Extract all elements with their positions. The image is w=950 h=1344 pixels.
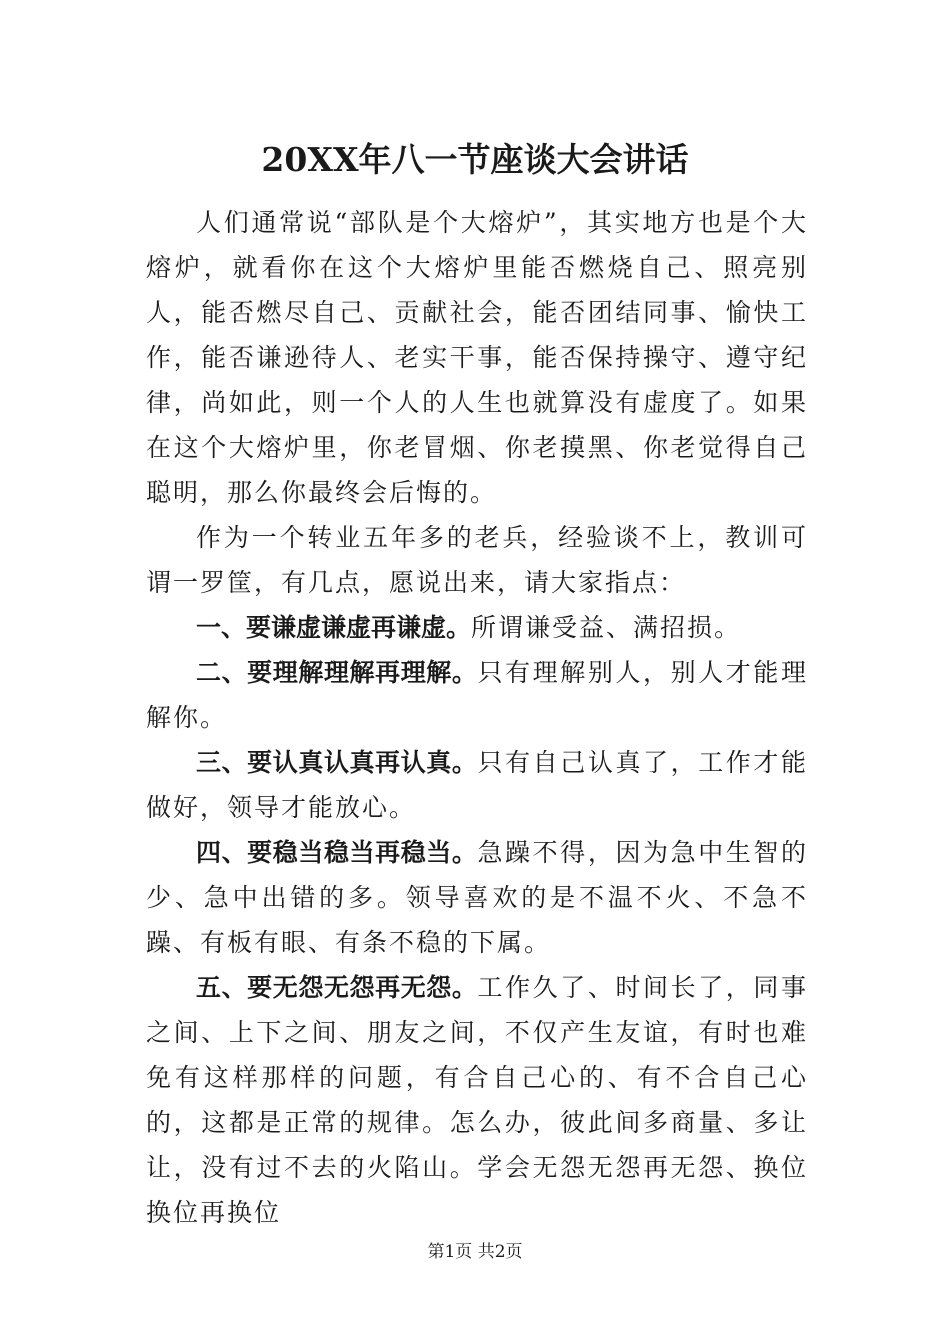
- paragraph-2: [146, 515, 808, 605]
- document-title: 20XX年八一节座谈大会讲话: [261, 140, 689, 179]
- paragraph-text: 所谓谦受益、满招损。: [471, 613, 742, 642]
- paragraph-point-4: [146, 830, 808, 965]
- point-heading: 五、要无怨无怨再无怨。: [196, 973, 478, 1002]
- paragraph-point-5: [146, 965, 808, 1235]
- point-heading: 四、要稳当稳当再稳当。: [196, 838, 478, 867]
- paragraph-text: 人们通常说“部队是个大熔炉”，其实地方也是个大熔炉，就看你在这个大熔炉里能否燃烧自己、照亮别人，能否燃尽自己、贡献社会，能否团结同事、愉快工作，能否谦逊待人、老实干事，能否保持操守、遵守纪律，尚如此，则一个人的人生也就算没有虚度了。如果在这个大熔炉里，你老冒烟、你老摸黑、你老觉得自己聪明，那么你最终会后悔的。: [146, 208, 808, 507]
- paragraph-point-1: [146, 605, 808, 650]
- paragraph-text: 工作久了、时间长了，同事之间、上下之间、朋友之间，不仅产生友谊，有时也难免有这样那样的问题，有合自己心的、有不合自己心的，这都是正常的规律。怎么办，彼此间多商量、多让让，没有过不去的火陷山。学会无怨无怨再无怨、换位换位再换位: [146, 973, 808, 1227]
- paragraph-1: [146, 200, 808, 515]
- paragraph-text: 作为一个转业五年多的老兵，经验谈不上，教训可谓一罗筐，有几点，愿说出来，请大家指点：: [146, 523, 808, 597]
- point-heading: 三、要认真认真再认真。: [196, 748, 478, 777]
- paragraph-text: 急躁不得，因为急中生智的少、急中出错的多。领导喜欢的是不温不火、不急不躁、有板有眼、有条不稳的下属。: [146, 838, 808, 957]
- point-heading: 一、要谦虚谦虚再谦虚。: [196, 613, 472, 642]
- paragraph-text: 只有自己认真了，工作才能做好，领导才能放心。: [146, 748, 808, 822]
- paragraph-text: 只有理解别人，别人才能理解你。: [146, 658, 808, 732]
- document-body: [146, 200, 808, 1235]
- paragraph-point-2: [146, 650, 808, 740]
- paragraph-point-3: [146, 740, 808, 830]
- point-heading: 二、要理解理解再理解。: [196, 658, 478, 687]
- page-footer: 第1页 共2页: [427, 1242, 523, 1262]
